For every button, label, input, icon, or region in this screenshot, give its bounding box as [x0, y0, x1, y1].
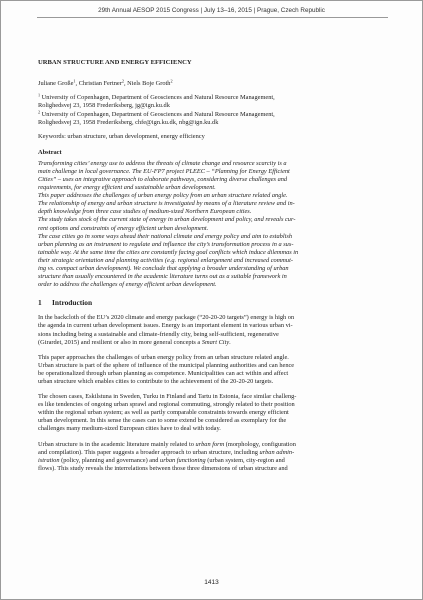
affiliation — [38, 111, 387, 127]
body-line: urban development. In this sense the cases can to some extend be considered as exemplary for the — [38, 417, 287, 425]
page-content — [38, 59, 387, 480]
affiliation-line: University of Copenhagen, Department of Geosciences and Natural Resource Management, — [40, 94, 275, 102]
body-line: (policy, planning and governance) and — [59, 456, 161, 464]
abstract-line: urban planning as an instrument to regulate and influence the city’s transformation process in a sus- — [38, 240, 294, 248]
affiliation-mark: 1 — [38, 92, 41, 98]
abstract-line: tainable way. At the same time the cities are constantly facing goal conflicts which induce dilemmas in — [38, 248, 299, 256]
abstract-line: requirements, for energy efficient and sustainable urban development. — [38, 184, 216, 192]
body-line: The chosen cases, Eskilstuna in Sweden, Turku in Finland and Tartu in Estonia, face similar challeng- — [38, 393, 297, 401]
abstract-line: Cities” – uses an integrative approach to elaborate pathways, considering diverse challenges and — [38, 175, 288, 183]
section-body — [38, 314, 387, 473]
author-name: Christian Fertner — [78, 80, 122, 88]
body-paragraph — [38, 441, 387, 473]
body-line: the agenda in current urban development issues. Energy is an important element in various urban vi- — [38, 322, 293, 330]
abstract-line: The study takes stock of the current state of energy in urban development and policy, and reveals cur- — [38, 216, 296, 224]
abstract-line: This paper addresses the challenges of urban energy policy from an urban structure related angle. — [38, 192, 288, 200]
author-list — [38, 80, 387, 88]
abstract-line: main challenge in local governance. The EU-FP7 project PLEEC – “Planning for Energy Efficient — [38, 167, 290, 175]
author-separator: , — [75, 80, 79, 88]
body-line: urban structure which enables cities to contribute to the achievement of the 20-20-20 targets. — [38, 378, 274, 385]
body-paragraph — [38, 314, 387, 346]
body-paragraph — [38, 393, 387, 433]
keywords: Keywords: urban structure, urban development, energy efficiency — [38, 132, 205, 140]
body-emphasis: istration — [38, 456, 60, 464]
affiliation-mark: 2 — [38, 109, 41, 115]
author-name: Niels Boje Groth — [127, 80, 171, 88]
body-line: In the backcloth of the EU’s 2020 climate and energy package (“20-20-20 targets”) energy is high on — [38, 314, 295, 322]
body-emphasis: urban functioning — [160, 456, 206, 464]
section-title: Introduction — [52, 298, 93, 308]
author-affiliation-mark: 2 — [121, 78, 124, 84]
page-number: 1413 — [204, 579, 219, 586]
section-heading — [38, 299, 387, 307]
body-paragraph — [38, 354, 387, 386]
body-line: (Girardet, 2015) and resilient or also in more general concepts a — [38, 338, 202, 346]
body-line: challenges many medium-sized European cities have to deal with today. — [38, 425, 221, 433]
body-line: . — [229, 338, 231, 346]
affiliation-line: Rolighedsvej 23, 1958 Frederiksberg, chfe@ign.ku.dk, nbg@ign.ku.dk — [38, 119, 219, 127]
abstract-line: The relationship of energy and urban structure is investigated by means of a literature review and in- — [38, 200, 295, 208]
body-line: (morphology, configuration — [224, 440, 296, 448]
body-line: be operationalized through urban planning as competence. Municipalities can act within and affect — [38, 369, 289, 377]
body-line: es like tendencies of ongoing urban sprawl and regional commuting, strongly related to their position — [38, 401, 295, 409]
abstract-heading: Abstract — [38, 148, 62, 156]
body-emphasis: urban admin- — [259, 448, 295, 456]
header-rule — [37, 17, 388, 18]
body-emphasis: urban form — [195, 440, 225, 448]
author-separator: , — [123, 80, 128, 88]
affiliation-line: Rolighedsvej 23, 1958 Frederiksberg, jg@ign.ku.dk — [38, 102, 170, 110]
section-number: 1 — [38, 298, 42, 308]
body-line: within the regional urban system; as well as partly comparable constraints towards energy efficient — [38, 409, 289, 417]
body-line: and compilation). This paper suggests a broader approach to urban structure, including — [38, 448, 260, 456]
author-name: Juliane Große — [38, 80, 74, 88]
body-line: sions including being a sustainable and climate-friendly city, being self-sufficient, regenerative — [38, 330, 279, 338]
running-header: 29th Annual AESOP 2015 Congress | July 13–16, 2015 | Prague, Czech Republic — [98, 7, 325, 14]
body-line: Urban structure is in the academic literature mainly related to — [38, 440, 196, 448]
body-emphasis: Smart City — [201, 338, 230, 346]
affiliation-line: University of Copenhagen, Department of Geosciences and Natural Resource Management, — [40, 111, 275, 119]
body-line: This paper approaches the challenges of urban energy policy from an urban structure related angle. — [38, 353, 289, 361]
abstract-line: rent options and constraints of energy efficient urban development. — [38, 224, 209, 232]
abstract-line: ing vs. compact urban development). We conclude that applying a broader understanding of urban — [38, 264, 289, 272]
body-line: Urban structure is part of the sphere of influence of the municipal planning authorities and can hence — [38, 361, 295, 369]
affiliation — [38, 94, 387, 110]
abstract-line: depth knowledge from three case studies of medium-sized Northern European cities. — [38, 208, 252, 216]
abstract-line: structure than usually encountered in the academic literature turns out as a suitable framework in — [38, 273, 287, 281]
abstract-line: their strategic orientation and planning activities (e.g. regional enlargement and increased commut- — [38, 256, 293, 264]
author-affiliation-mark: 1 — [73, 78, 76, 84]
abstract-line: order to address the challenges of energy efficient urban development. — [38, 281, 217, 289]
author-affiliation-mark: 2 — [170, 78, 173, 84]
abstract-line: Transforming cities’ energy use to address the threats of climate change and resource scarcity is a — [38, 159, 287, 167]
body-line: (urban system, city-region and — [205, 456, 285, 464]
abstract-text — [38, 160, 387, 290]
body-line: flows). This study reveals the interrelations between those three dimensions of urban structure and — [38, 464, 288, 472]
abstract-line: The case cities go in some ways ahead their national climate and energy policy and aim to establish — [38, 232, 293, 240]
paper-title: URBAN STRUCTURE AND ENERGY EFFICIENCY — [38, 59, 192, 66]
